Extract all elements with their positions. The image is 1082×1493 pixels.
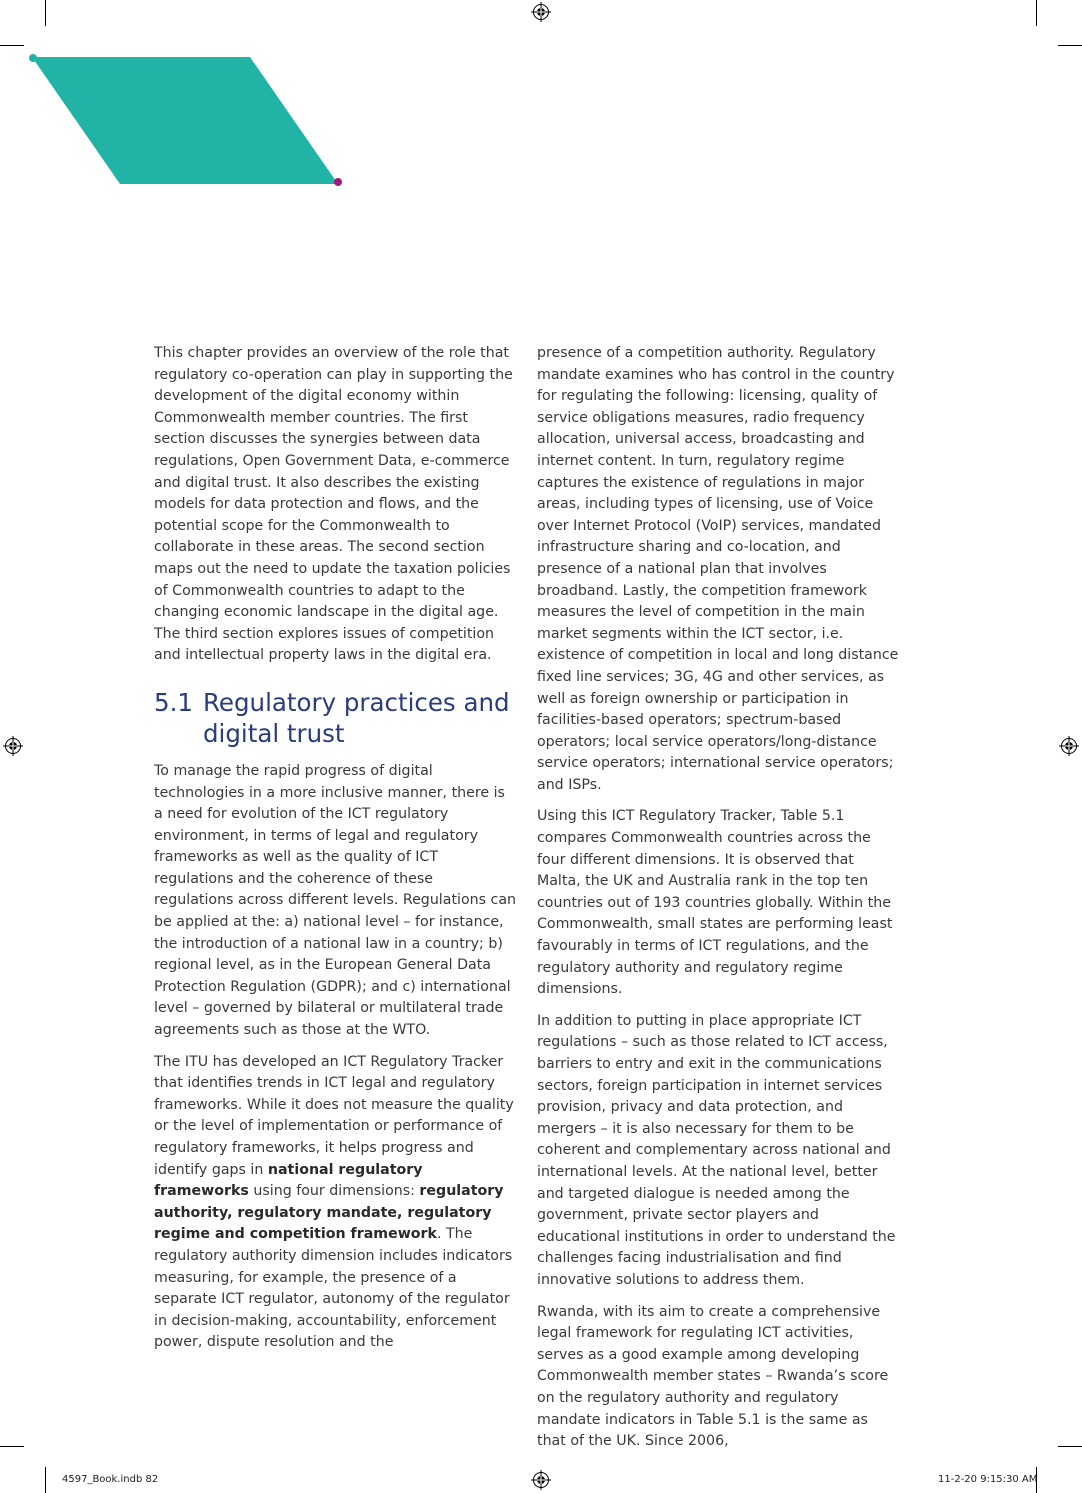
crop-mark-top-left-horizontal <box>0 45 24 46</box>
registration-mark-right-icon <box>1059 736 1079 756</box>
body-paragraph: presence of a competition authority. Regulatory mandate examines who has control in the country for regulating the following: licensing, quality of service obligations measures, radio frequency allocation, universal access, broadcasting and internet content. In turn, regulatory regime captures the existence of regulations in major areas, including types of licensing, use of Voice over Internet Protocol (VoIP) services, mandated infrastructure sharing and co-location, and presence of a national plan that involves broadband. Lastly, the competition framework measures the level of competition in the main market segments within the ICT sector, i.e. existence of competition in local and long distance fixed line services; 3G, 4G and other services, as well as foreign ownership or participation in facilities-based operators; spectrum-based operators; local service operators/long-distance service operators; international service operators; and ISPs. <box>537 345 899 793</box>
slug-timestamp: 11-2-20 9:15:30 AM <box>938 1474 1038 1485</box>
body-paragraph: Using this ICT Regulatory Tracker, Table 5.1 compares Commonwealth countries across the four different dimensions. It is observed that Malta, the UK and Australia rank in the top ten countries out of 193 countries globally. Within the Commonwealth, small states are performing least favourably in terms of ICT regulations, and the regulatory authority and regulatory regime dimensions. <box>537 808 893 998</box>
chapter-banner <box>28 52 348 192</box>
banner-dot-magenta <box>334 178 342 186</box>
registration-mark-left-icon <box>3 736 23 756</box>
section-heading <box>154 687 516 749</box>
body-paragraph <box>154 1052 516 1354</box>
bold-text-run: regulatory authority, regulatory mandate, regulatory regime and competition framework <box>154 1183 504 1243</box>
body-paragraph: Rwanda, with its aim to create a comprehensive legal framework for regulating ICT activities, serves as a good example among developing Commonwealth member states – Rwanda’s score on the regulatory authority and regulatory mandate indicators in Table 5.1 is the same as that of the UK. Since 2006, <box>537 1303 889 1450</box>
body-paragraph: To manage the rapid progress of digital technologies in a more inclusive manner, there is a need for evolution of the ICT regulatory environment, in terms of legal and regulatory frameworks as well as the quality of ICT regulations and the coherence of these regulations across different levels. Regulations can be applied at the: a) national level – for instance, the introduction of a national law in a country; b) regional level, as in the European General Data Protection Regulation (GDPR); and c) international level – governed by bilateral or multilateral trade agreements such as those at the WTO. <box>154 762 517 1039</box>
banner-parallelogram <box>32 57 338 184</box>
crop-mark-top-right-horizontal <box>1058 45 1082 46</box>
crop-mark-bottom-right-horizontal <box>1058 1446 1082 1447</box>
crop-mark-bottom-left-horizontal <box>0 1446 24 1447</box>
slug-file: 4597_Book.indb 82 <box>62 1474 159 1485</box>
right-column <box>537 343 899 1463</box>
text-run: The ITU has developed an ICT Regulatory Tracker that identifies trends in ICT legal and regulatory frameworks. While it does not measure the quality or the level of implementation or performance of regulatory frameworks, it helps progress and identify gaps in <box>154 1053 514 1178</box>
section-title: Regulatory practices and digital trust <box>203 687 510 748</box>
section-number: 5.1 <box>154 687 193 717</box>
crop-mark-top-right-vertical <box>1036 0 1037 26</box>
crop-mark-bottom-left-vertical <box>45 1467 46 1493</box>
left-column <box>154 343 516 1364</box>
registration-mark-bottom-icon <box>531 1470 551 1490</box>
intro-paragraph: This chapter provides an overview of the role that regulatory co-operation can play in supporting the development of the digital economy within Commonwealth member countries. The first section discusses the synergies between data regulations, Open Government Data, e-commerce and digital trust. It also describes the existing models for data protection and flows, and the potential scope for the Commonwealth to collaborate in these areas. The second section maps out the need to update the taxation policies of Commonwealth countries to adapt to the changing economic landscape in the digital age. The third section explores issues of competition and intellectual property laws in the digital era. <box>154 345 513 664</box>
body-paragraph: In addition to putting in place appropriate ICT regulations – such as those related to ICT access, barriers to entry and exit in the communications sectors, foreign participation in internet services provision, privacy and data protection, and mergers – it is also necessary for them to be coherent and complementary across national and international levels. At the national level, better and targeted dialogue is needed among the government, private sector players and educational institutions in order to understand the challenges facing industrialisation and find innovative solutions to address them. <box>537 1012 896 1288</box>
crop-mark-top-left-vertical <box>45 0 46 26</box>
bold-text-run: national regulatory frameworks <box>154 1161 423 1200</box>
text-run: using four dimensions: <box>248 1183 420 1200</box>
text-run: . The regulatory authority dimension includes indicators measuring, for example, the presence of a separate ICT regulator, autonomy of the regulator in decision-making, accountability, enforcement power, dispute resolution and the <box>154 1226 513 1351</box>
registration-mark-top-icon <box>531 2 551 22</box>
banner-dot-teal <box>29 54 37 62</box>
